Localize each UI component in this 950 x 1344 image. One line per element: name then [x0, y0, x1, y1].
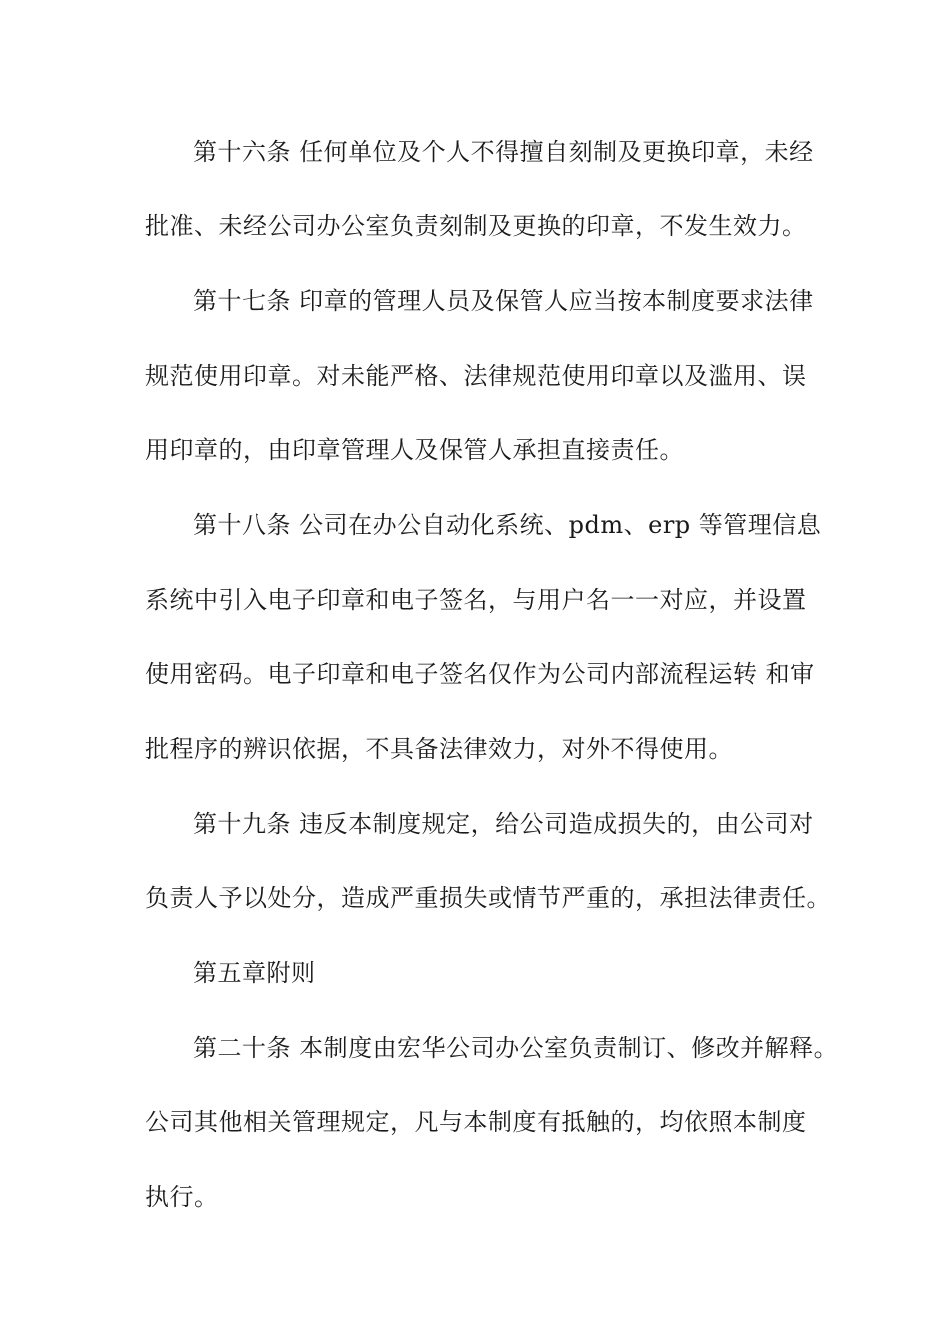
article-18-line-2: 系统中引入电子印章和电子签名，与用户名一一对应，并设置: [145, 586, 807, 614]
article-20-line-3: 执行。: [145, 1183, 219, 1211]
article-17-line-3: 用印章的，由印章管理人及保管人承担直接责任。: [145, 436, 684, 464]
article-19-line-2: 负责人予以处分，造成严重损失或情节严重的，承担法律责任。: [145, 884, 831, 912]
article-17-line-1: 第十七条 印章的管理人员及保管人应当按本制度要求法律: [193, 287, 814, 315]
article-20-line-1: 第二十条 本制度由宏华公司办公室负责制订、修改并解释。: [193, 1034, 839, 1062]
article-18-line-3: 使用密码。电子印章和电子签名仅作为公司内部流程运转 和审: [145, 660, 815, 688]
article-16-line-2: 批准、未经公司办公室负责刻制及更换的印章，不发生效力。: [145, 212, 807, 240]
article-18-line-1: 第十八条 公司在办公自动化系统、pdm、erp 等管理信息: [193, 511, 822, 539]
article-18-line-4: 批程序的辨识依据，不具备法律效力，对外不得使用。: [145, 735, 733, 763]
chapter-5-heading: 第五章附则: [193, 959, 316, 987]
article-19-line-1: 第十九条 违反本制度规定，给公司造成损失的，由公司对: [193, 810, 814, 838]
article-16-line-1: 第十六条 任何单位及个人不得擅自刻制及更换印章，未经: [193, 138, 814, 166]
article-17-line-2: 规范使用印章。对未能严格、法律规范使用印章以及滥用、误: [145, 362, 807, 390]
article-20-line-2: 公司其他相关管理规定，凡与本制度有抵触的，均依照本制度: [145, 1108, 807, 1136]
